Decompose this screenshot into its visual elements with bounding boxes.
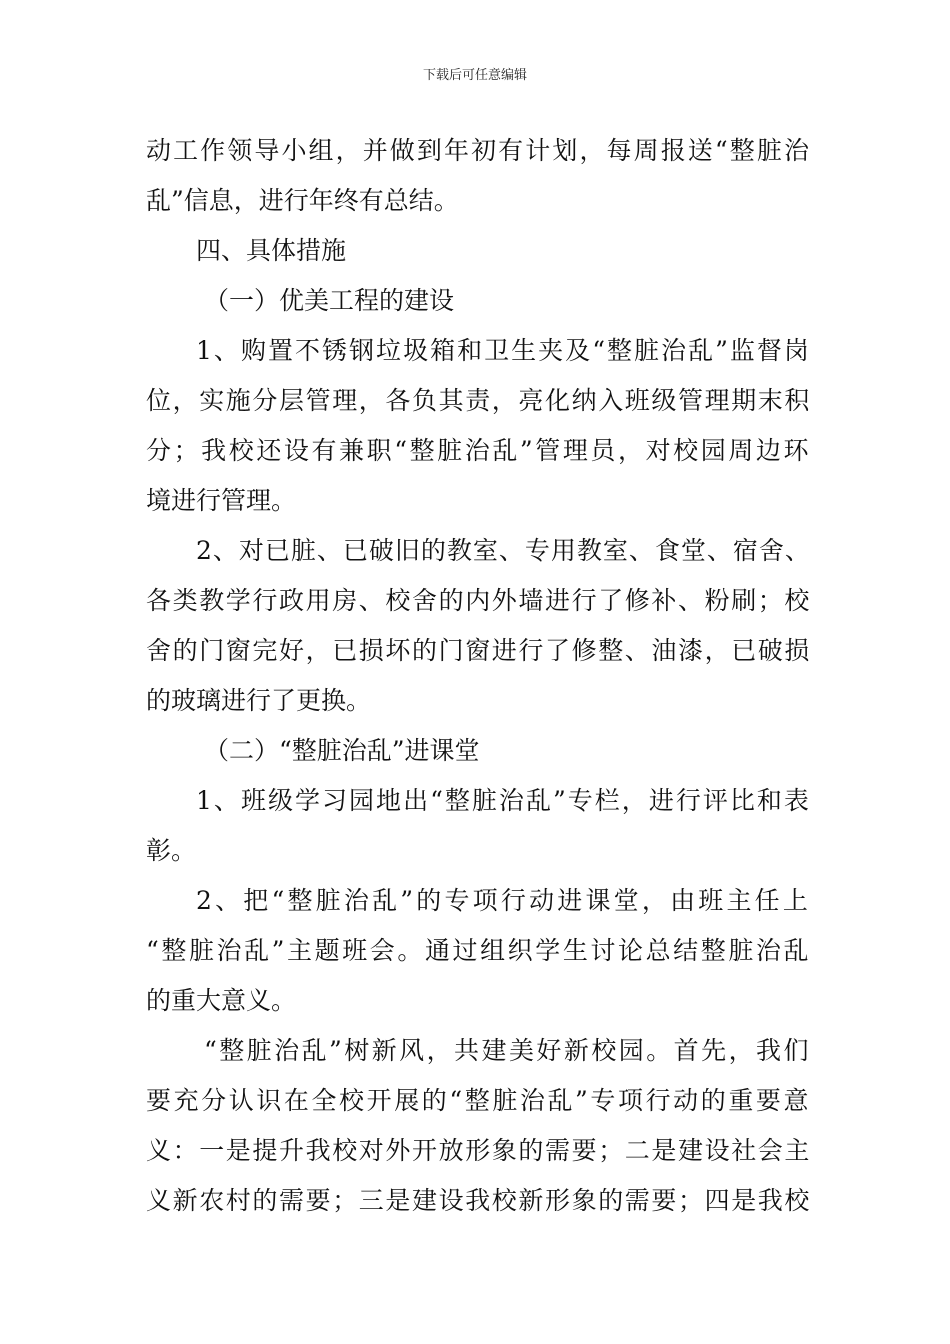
text-line: 的玻璃进行了更换。 (146, 686, 372, 715)
document-body (146, 126, 811, 1226)
text-line: （二）“整脏治乱”进课堂 (204, 736, 480, 765)
text-line: 1、购置不锈钢垃圾箱和卫生夹及“整脏治乱”监督岗 (196, 336, 811, 365)
text-line: 乱”信息，进行年终有总结。 (146, 186, 459, 215)
text-line: 的重大意义。 (146, 986, 297, 1015)
text-line: 境进行管理。 (146, 486, 297, 515)
text-line: “整脏治乱”主题班会。通过组织学生讨论总结整脏治乱 (146, 936, 812, 965)
text-line: 2、对已脏、已破旧的教室、专用教室、食堂、宿舍、 (196, 536, 811, 565)
text-line: 四、具体措施 (196, 236, 347, 265)
text-line: 各类教学行政用房、校舍的内外墙进行了修补、粉刷；校 (146, 586, 812, 615)
text-line: 1、班级学习园地出“整脏治乱”专栏，进行评比和表 (196, 786, 811, 815)
text-line: 彰。 (146, 836, 197, 865)
text-line: 义：一是提升我校对外开放形象的需要；二是建设社会主 (146, 1136, 812, 1165)
text-line: （一）优美工程的建设 (204, 286, 455, 315)
page-header: 下载后可任意编辑 (422, 68, 527, 83)
text-line: 义新农村的需要；三是建设我校新形象的需要；四是我校 (146, 1186, 812, 1215)
text-line: 分；我校还设有兼职“整脏治乱”管理员，对校园周边环 (146, 436, 812, 465)
text-line: 舍的门窗完好，已损坏的门窗进行了修整、油漆，已破损 (146, 636, 812, 665)
text-line: “整脏治乱”树新风，共建美好新校园。首先，我们 (204, 1036, 811, 1065)
text-line: 位，实施分层管理，各负其责，亮化纳入班级管理期末积 (146, 386, 812, 415)
text-line: 2、把“整脏治乱”的专项行动进课堂，由班主任上 (196, 886, 812, 915)
text-line: 动工作领导小组，并做到年初有计划，每周报送“整脏治 (146, 136, 812, 165)
text-line: 要充分认识在全校开展的“整脏治乱”专项行动的重要意 (146, 1086, 812, 1115)
